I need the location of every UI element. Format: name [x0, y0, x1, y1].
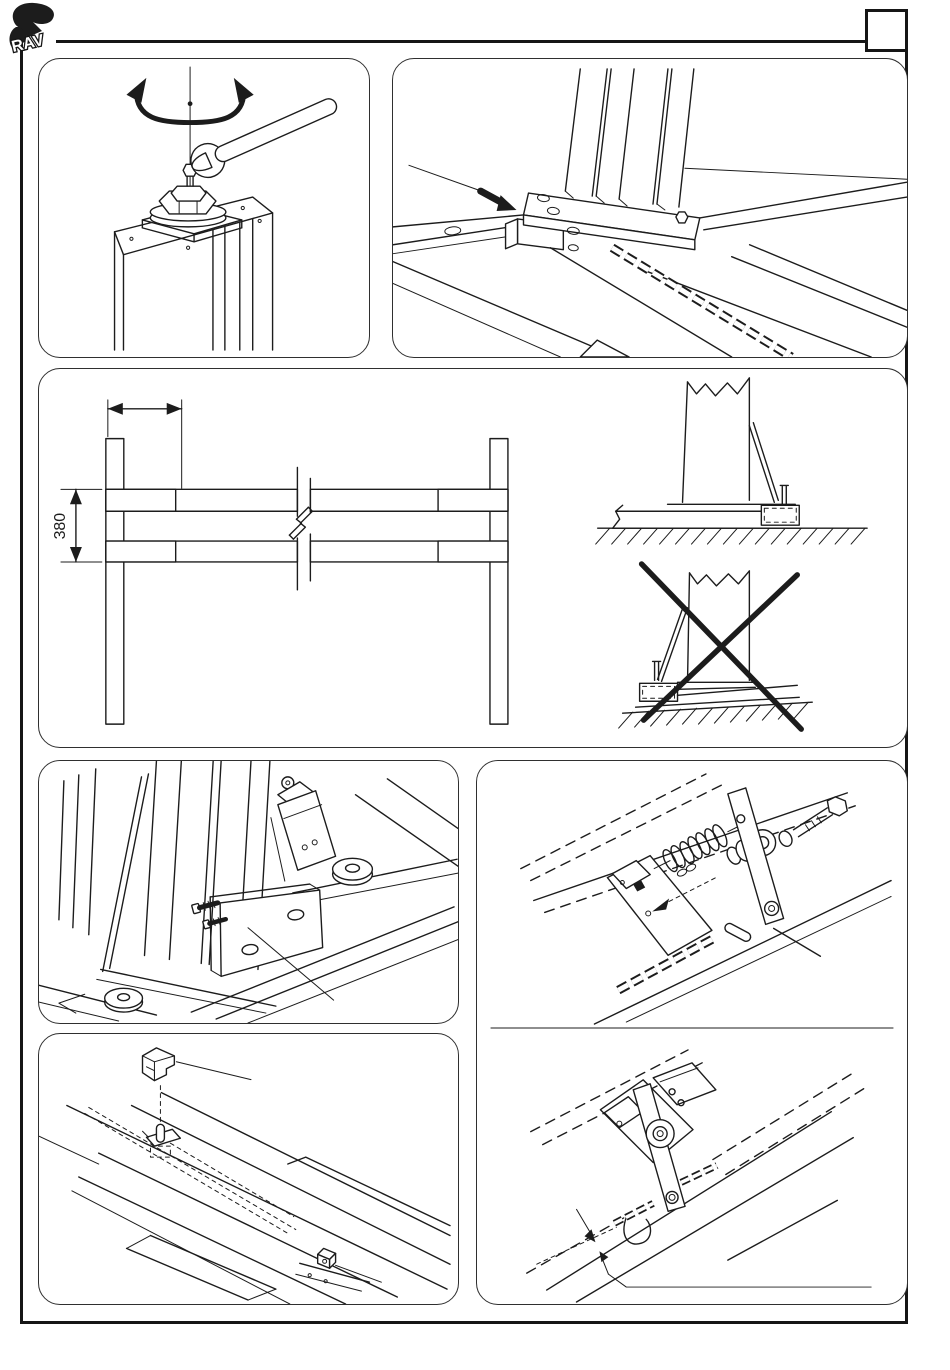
shimming-correct — [596, 378, 867, 544]
beams — [106, 489, 508, 562]
limit-switch-icon — [271, 777, 336, 881]
pointer-arrow-icon — [409, 165, 517, 211]
anchor-bolt-icon — [676, 212, 688, 223]
runway-edges — [393, 245, 907, 357]
platform-plate — [127, 1236, 276, 1301]
figure-chain-clip — [38, 1033, 459, 1305]
gap-dimension-arrows — [537, 1209, 871, 1287]
dim-380-label: 380 — [51, 512, 69, 540]
figure-beam-spacing-schematic — [38, 368, 908, 748]
wrench-icon — [185, 88, 342, 183]
cross-out-icon — [642, 564, 802, 729]
rav-logo-icon — [4, 0, 70, 60]
left-border — [20, 40, 23, 1324]
shimming-wrong — [619, 564, 813, 729]
figure-chain-tensioner — [476, 760, 908, 1305]
figure-tighten-top-nut — [38, 58, 370, 358]
figure-base-plate-chain — [392, 58, 908, 358]
runway-rails — [39, 1093, 450, 1304]
break-symbol — [289, 467, 312, 589]
chain — [612, 248, 791, 357]
posts — [106, 439, 508, 724]
top-rule — [56, 40, 866, 43]
chain-anchor — [143, 1124, 181, 1157]
figure-limit-switch-bracket — [38, 760, 459, 1024]
dimension-380 — [52, 489, 102, 562]
mounting-bracket — [192, 884, 334, 1000]
bottom-border — [20, 1321, 908, 1324]
column-structure — [59, 761, 276, 1013]
tensioner-exploded — [521, 774, 891, 1024]
retainer-clip-icon — [143, 1048, 251, 1081]
rav-logo-text: RAV — [10, 32, 46, 56]
column-profiles — [565, 69, 694, 210]
page-number-box — [865, 9, 908, 52]
tensioner-installed — [527, 1050, 871, 1302]
